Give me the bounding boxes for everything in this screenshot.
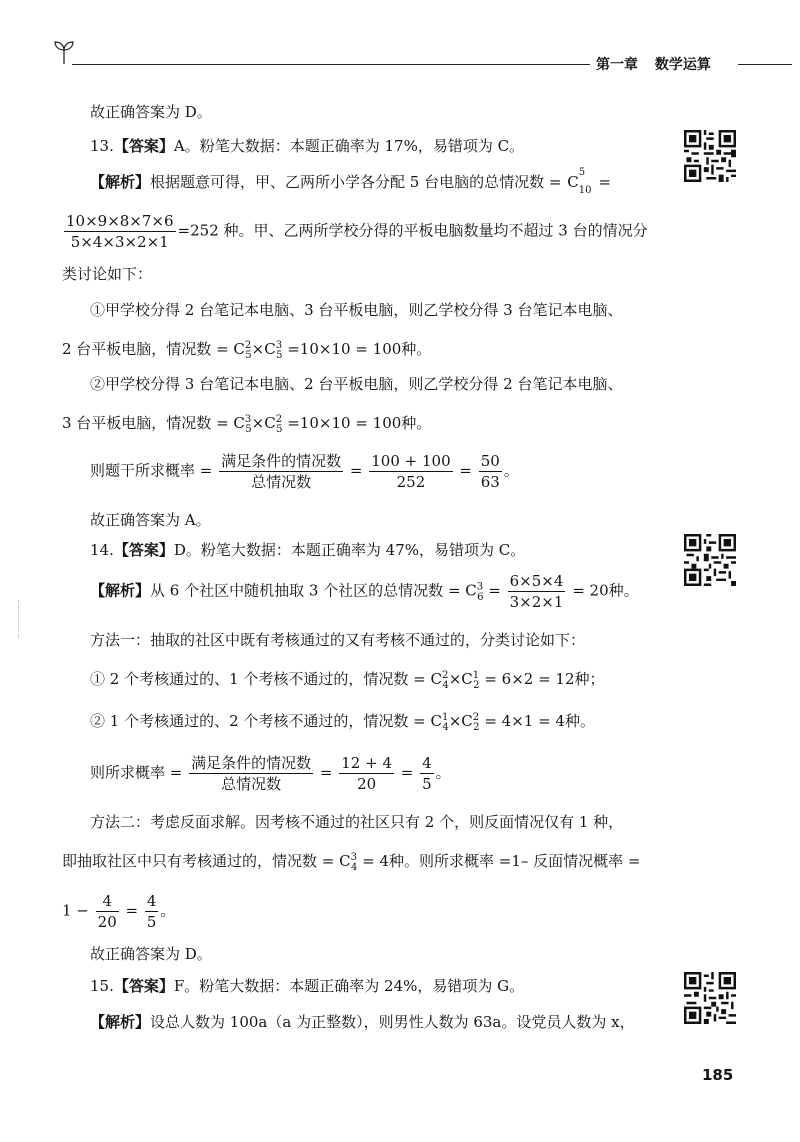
analysis-line: 【解析】从 6 个社区中随机抽取 3 个社区的总情况数 = $C^3_6$ = $\frac{6\times 5\times 4}{3\times 2\times 1}$ = 20种。 xyxy=(90,572,639,611)
question-number: 13. xyxy=(90,137,114,155)
text-line: ①甲学校分得 2 台笔记本电脑、3 台平板电脑，则乙学校分得 3 台笔记本电脑、 xyxy=(90,301,623,319)
answer-line-15: 15.【答案】F。粉笔大数据：本题正确率为 24%，易错项为 G。 xyxy=(90,977,525,995)
text-line: 方法一：抽取的社区中既有考核通过的又有考核不通过的，分类讨论如下： xyxy=(90,631,586,649)
page-header xyxy=(0,0,800,80)
header-rule-left xyxy=(72,64,590,65)
qr-code-icon[interactable] xyxy=(684,972,736,1024)
probability-line: 则题干所求概率 = $\frac{\text{满足条件的情况数}}{\text{总情况数}}$ = $\frac{100 + 100}{252}$ = $\frac{50}{63}$ 。 xyxy=(90,452,519,491)
text-line: 方法二：考虑反面求解。因考核不通过的社区只有 2 个，则反面情况仅有 1 种， xyxy=(90,813,624,831)
answer-text: A。粉笔大数据：本题正确率为 17%，易错项为 C。 xyxy=(173,137,525,155)
analysis-text: 根据题意可得，甲、乙两所小学各分配 5 台电脑的总情况数 = xyxy=(150,173,562,191)
chapter-number: 第一章 xyxy=(596,57,638,73)
analysis-tag: 【解析】 xyxy=(90,173,151,191)
text-line: 故正确答案为 D。 xyxy=(90,945,212,963)
formula-line: ① 2 个考核通过的、1 个考核不通过的，情况数 = $C^2_4\times C^1_2 = 6\times 2 = 12$种； xyxy=(90,670,605,691)
chapter-title: 数学运算 xyxy=(654,57,711,73)
formula-line: $\frac{10\times 9\times 8\times 7\times 6}{5\times 4\times 3\times 2\times 1}$ =252 种。甲、乙两所学校分得的平板电脑数量均不超过 3 台的情况分 xyxy=(66,212,648,251)
qr-code-icon[interactable] xyxy=(684,130,736,182)
answer-line-13 xyxy=(90,136,524,156)
qr-code-icon[interactable] xyxy=(684,534,736,586)
text-line: 类讨论如下： xyxy=(62,265,153,283)
formula-line: 2 台平板电脑，情况数 = $C^2_5\times C^3_5 =10\times 10 = 100$种。 xyxy=(62,340,432,361)
chapter-heading xyxy=(596,54,723,74)
margin-mark xyxy=(18,600,20,638)
fraction: $\frac{10\times 9\times 8\times 7\times 6}{5\times 4\times 3\times 2\times 1}$ xyxy=(66,212,174,251)
analysis-line: 【解析】根据题意可得，甲、乙两所小学各分配 5 台电脑的总情况数 = C 5 10 = xyxy=(90,167,612,196)
formula-line: 1 − $\frac{4}{20}$ = $\frac{4}{5}$ 。 xyxy=(62,892,176,931)
combination-symbol: C 5 10 xyxy=(567,167,592,196)
text-line: 故正确答案为 D。 xyxy=(90,103,212,121)
answer-tag: 【答案】 xyxy=(113,137,174,155)
header-rule-right xyxy=(738,64,792,65)
formula-line: 即抽取社区中只有考核通过的，情况数 = $C^3_4 = 4$种。则所求概率 =1– 反面情况概率 = xyxy=(62,852,641,873)
analysis-line: 【解析】设总人数为 100a（a 为正整数），则男性人数为 63a。设党员人数为 x， xyxy=(90,1013,635,1031)
formula-line: ② 1 个考核通过的、2 个考核不通过的，情况数 = $C^1_4\times C^2_2 = 4\times 1 = 4$种。 xyxy=(90,712,595,733)
answer-line-14: 14.【答案】D。粉笔大数据：本题正确率为 47%，易错项为 C。 xyxy=(90,541,526,559)
text-line: 故正确答案为 A。 xyxy=(90,511,211,529)
formula-line: 3 台平板电脑，情况数 = $C^3_5\times C^2_5 =10\times 10 = 100$种。 xyxy=(62,414,432,435)
probability-line: 则所求概率 = $\frac{\text{满足条件的情况数}}{\text{总情况数}}$ = $\frac{12 + 4}{20}$ = $\frac{4}{5}$ 。 xyxy=(90,754,451,793)
text-line: ②甲学校分得 3 台笔记本电脑、2 台平板电脑，则乙学校分得 2 台笔记本电脑、 xyxy=(90,375,623,393)
page-number: 185 xyxy=(702,1066,734,1084)
sprout-icon xyxy=(52,38,76,66)
